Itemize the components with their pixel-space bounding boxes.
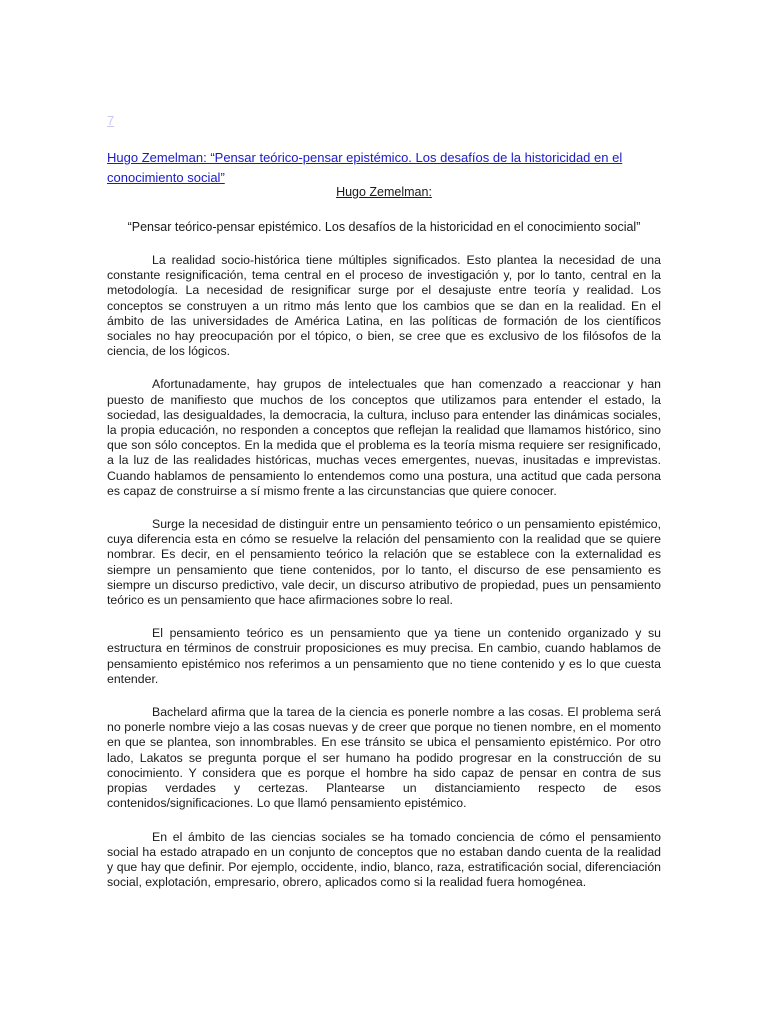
- article-title-link[interactable]: Hugo Zemelman: “Pensar teórico-pensar epistémico. Los desafíos de la historicidad en el conocimiento social”: [107, 150, 623, 185]
- page-marker: 7: [107, 113, 115, 128]
- author-name: Hugo Zemelman:: [336, 185, 432, 199]
- author-heading: [107, 184, 661, 200]
- paragraph: La realidad socio-histórica tiene múltiples significados. Esto plantea la necesidad de una constante resignificación, tema central en el proceso de investigación y, por lo tanto, central en la metodología. La necesidad de resignificar surge por el desajuste entre teoría y realidad. Los conceptos se construyen a un ritmo más lento que los cambios que se dan en la realidad. En el ámbito de las universidades de América Latina, en las políticas de formación de los científicos sociales no hay preocupación por el tópico, o bien, se cree que es exclusivo de los filósofos de la ciencia, de los lógicos.: [107, 253, 661, 359]
- paragraph: El pensamiento teórico es un pensamiento que ya tiene un contenido organizado y su estructura en términos de construir proposiciones es muy precisa. En cambio, cuando hablamos de pensamiento epistémico nos referimos a un pensamiento que no tiene contenido y es lo que cuesta entender.: [107, 626, 661, 686]
- paragraph: Bachelard afirma que la tarea de la ciencia es ponerle nombre a las cosas. El problema será no ponerle nombre viejo a las cosas nuevas y de creer que porque no tienen nombre, en el momento en que se plantea, son innombrables. En ese tránsito se ubica el pensamiento epistémico. Por otro lado, Lakatos se pregunta porque el ser humano ha podido progresar en la construcción de su conocimiento. Y considera que es porque el hombre ha sido capaz de pensar en contra de sus propias verdades y certezas. Plantearse un distanciamiento respecto de esos contenidos/significaciones. Lo que llamó pensamiento epistémico.: [107, 705, 661, 811]
- article-body: [107, 253, 661, 908]
- paragraph: Surge la necesidad de distinguir entre un pensamiento teórico o un pensamiento epistémico, cuya diferencia esta en cómo se resuelve la relación del pensamiento con la realidad que se quiere nombrar. Es decir, en el pensamiento teórico la relación que se establece con la externalidad es siempre un pensamiento que tiene contenidos, por lo tanto, el discurso de ese pensamiento es siempre un discurso predictivo, vale decir, un discurso atributivo de propiedad, pues un pensamiento teórico es un pensamiento que hace afirmaciones sobre lo real.: [107, 517, 661, 608]
- paragraph: Afortunadamente, hay grupos de intelectuales que han comenzado a reaccionar y han puesto de manifiesto que muchos de los conceptos que utilizamos para entender el estado, la sociedad, las desigualdades, la democracia, la cultura, incluso para entender las dinámicas sociales, la propia educación, no responden a conceptos que reflejan la realidad que llamamos histórico, sino que son sólo conceptos. En la medida que el problema es la teoría misma requiere ser resignificado, a la luz de las realidades históricas, muchas veces emergentes, nuevas, inusitadas e imprevistas. Cuando hablamos de pensamiento lo entendemos como una postura, una actitud que cada persona es capaz de construirse a sí mismo frente a las circunstancias que quiere conocer.: [107, 377, 661, 498]
- paragraph: En el ámbito de las ciencias sociales se ha tomado conciencia de cómo el pensamiento social ha estado atrapado en un conjunto de conceptos que no estaban dando cuenta de la realidad y que hay que definir. Por ejemplo, occidente, indio, blanco, raza, estratificación social, diferenciación social, explotación, empresario, obrero, aplicados como si la realidad fuera homogénea.: [107, 829, 661, 890]
- article-subtitle: “Pensar teórico-pensar epistémico. Los desafíos de la historicidad en el conocimiento social”: [127, 220, 641, 234]
